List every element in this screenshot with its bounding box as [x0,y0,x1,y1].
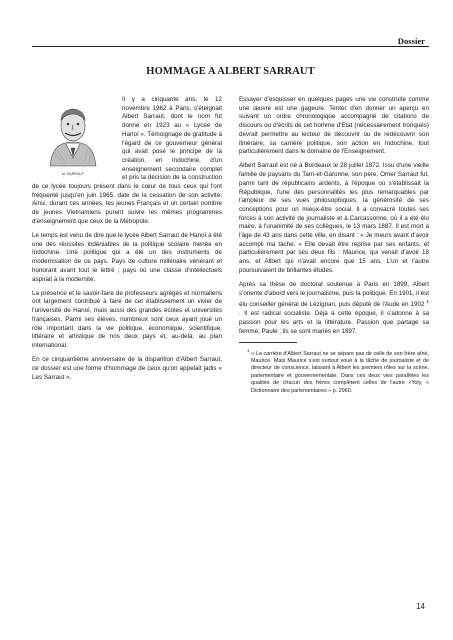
paragraph: Essayer d'esquisser en quelques pages une vie construite comme une œuvre est une gageure. Tenter d'en donner un aperçu en suivant un ordre chronologique accompagné de citations de discours ou d'écrits de cet homme d'Etat (nécessairement tronqués) devrait permettre au lecteur de découvrir ou de redécouvrir son itinéraire, sa carrière politique, son action en Indochine, tout particulièrement dans le domaine de l'Enseignement. [239,96,429,156]
paragraph-text: . Il est radical socialiste. Déjà à cette époque, il s'adonne à sa passion pour les arts et la littérature. Passion que partage sa femme, Paule ; ils se sont mariés en 1897. [239,310,429,335]
header-rule [32,46,429,47]
paragraph: Albert Sarraut est né à Bordeaux le 28 juillet 1872. Issu d'une vieille famille de paysans du Tarn-et-Garonne, son père, Omer Sarraut fut, parmi tant de républicains ardents, à l'époque où s'établissait la République, l'une des personnalités les plus remarquables par l'ampleur de ses vues philosophiques, la générosité de ses conceptions pour un mieux-être social. Il a consacré toutes ses forces à son activité de journaliste et à Carcassonne, où il a été élu maire, à l'unanimité de ses collègues, le 13 mars 1887. Il est mort à l'âge de 43 ans dans cette ville, en disant : « Je meurs avant d'avoir accompli ma tâche. » Elle devait être reprise par ses enfants, et particulièrement par ses deux fils : Maurice, qui venait d'avoir 18 ans, et Albert qui n'avait encore que 15 ans. L'un et l'autre poursuivaient de brillantes études. [239,162,429,274]
article-title: HOMMAGE A ALBERT SARRAUT [146,66,315,77]
footnote-rule [239,342,297,343]
footnote-number: 1 [247,347,250,353]
footnote-text: « La carrière d'Albert Sarraut ne se sépare pas de celle de son frère aîné, Maurice. Mais Maurice s'est surtout voué à la tâche de journaliste et de directeur de conscience, laissant à Albert les premiers rôles sur la scène, parlementaire et gouvernementale. Dans ces deux vies parallèles les qualités de chacun des frères complètent celles de l'autre »Yoly, « Dictionnaire des parlementaires » p. 2960. [251,350,429,394]
paragraph: En ce cinquantième anniversaire de la disparition d'Albert Sarraut, ce dossier est une forme d'hommage de ceux qu'on appelait jadis « Les Sarraut ». [32,356,222,381]
footnote-reference[interactable]: 1 [426,299,429,305]
paragraph [239,281,429,336]
paragraph: La présence et le savoir-faire de professeurs agrégés et normaliens ont largement contribué à faire de cet établissement un vivier de l'université de Hanoï, mais aussi des grandes écoles et universités françaises. Parmi ses élèves, nombreux sont ceux ayant joué un rôle important dans la vie politique, économique, scientifique, littéraire et artistique de nos deux pays et, au-delà, au plan international. [32,289,222,349]
paragraph: Il y a cinquante ans, le 12 novembre 1962 à Paris, s'éteignait Albert Sarraut, dont le nom fut donné en 1923 au « Lycée de Hanoï ». Témoignage de gratitude à l'égard de ce gouverneur général qui avait posé le principe de la création, en Indochine, d'un enseignement secondaire complet et pris la décision de la construction de ce lycée toujours présent dans le cœur de tous ceux qui l'ont fréquenté jusqu'en juin 1965, date de la cessation de son activité. Ainsi, durant ces années, les jeunes Français et un certain nombre de jeunes Vietnamiens purent suivre les mêmes programmes d'enseignement que ceux de la Métropole. [32,96,222,225]
portrait-engraving [32,96,114,178]
section-label: Dossier [397,36,425,46]
right-column [239,96,429,395]
footnote [239,347,429,395]
paragraph: Le temps est venu de dire que le lycée Albert Sarraut de Hanoï a été une des réussites indéniables de la politique scolaire menée en Indochine. Une politique qui a été un des instruments de modernisation de ce pays. Pays de culture millénaire vénérant et honorant avant tout le lettré ; pays où une classe d'intellectuels aspirait à la modernité. [32,232,222,283]
page-number: 14 [416,602,425,611]
paragraph-text: Après sa thèse de doctorat soutenue à Paris en 1899, Albert s'oriente d'abord vers le journalisme, puis la politique. En 1901, il est élu conseiller général de Lézignan, puis député de l'Aude en 1902 [239,281,429,309]
portrait-caption: M. SARRAUT [61,172,85,176]
left-column [32,96,222,388]
